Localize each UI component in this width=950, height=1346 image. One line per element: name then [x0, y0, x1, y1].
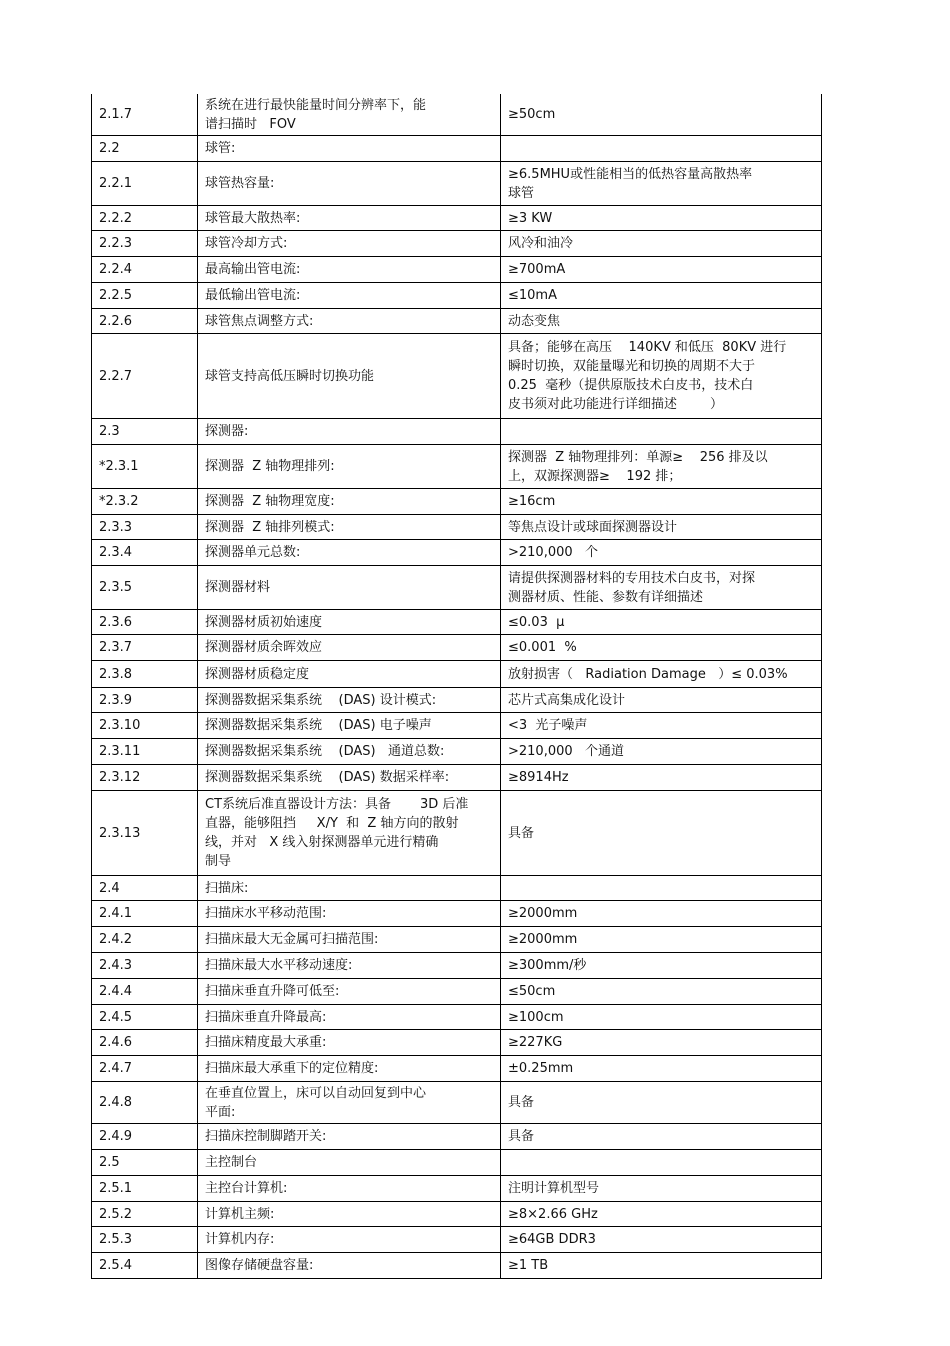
item-number: *2.3.2	[92, 489, 198, 515]
table-row	[92, 876, 822, 901]
item-name: 探测器材质稳定度	[198, 661, 501, 688]
item-number: 2.5.1	[92, 1176, 198, 1202]
table-row	[92, 540, 822, 566]
item-number: 2.4.9	[92, 1124, 198, 1150]
item-number: 2.5	[92, 1150, 198, 1176]
item-name: 球管冷却方式:	[198, 231, 501, 257]
item-name: 探测器材料	[198, 566, 501, 610]
table-row	[92, 739, 822, 765]
item-requirement: ≥2000mm	[501, 927, 822, 953]
table-row	[92, 1150, 822, 1176]
item-requirement: ≥8914Hz	[501, 765, 822, 791]
table-row	[92, 610, 822, 635]
item-number: 2.3.13	[92, 791, 198, 876]
item-requirement: ≥227KG	[501, 1030, 822, 1056]
item-name: 球管最大散热率:	[198, 206, 501, 231]
item-number: 2.3.12	[92, 765, 198, 791]
table-row	[92, 791, 822, 876]
item-requirement: ≥64GB DDR3	[501, 1227, 822, 1253]
table-row	[92, 688, 822, 713]
item-number: *2.3.1	[92, 445, 198, 489]
item-requirement: >210,000 个	[501, 540, 822, 566]
item-name: 在垂直位置上，床可以自动回复到中心 平面:	[198, 1082, 501, 1124]
item-requirement: ≤0.03 μ	[501, 610, 822, 635]
table-row	[92, 257, 822, 283]
item-number: 2.5.4	[92, 1253, 198, 1279]
table-row	[92, 566, 822, 610]
item-name: 探测器 Z 轴排列模式:	[198, 515, 501, 540]
item-number: 2.3.11	[92, 739, 198, 765]
item-number: 2.4.6	[92, 1030, 198, 1056]
item-name: 球管:	[198, 136, 501, 162]
item-name: 探测器数据采集系统 (DAS) 设计模式:	[198, 688, 501, 713]
item-requirement: 具备	[501, 1124, 822, 1150]
item-requirement: ≤10mA	[501, 283, 822, 309]
item-requirement: <3 光子噪声	[501, 713, 822, 739]
spec-table-body	[92, 94, 822, 1279]
item-number: 2.2.4	[92, 257, 198, 283]
table-row	[92, 635, 822, 661]
item-requirement	[501, 419, 822, 445]
table-row	[92, 1176, 822, 1202]
item-name: 球管焦点调整方式:	[198, 309, 501, 334]
item-number: 2.3.10	[92, 713, 198, 739]
table-row	[92, 1082, 822, 1124]
item-requirement: 探测器 Z 轴物理排列：单源≥ 256 排及以 上，双源探测器≥ 192 排；	[501, 445, 822, 489]
item-number: 2.5.2	[92, 1202, 198, 1227]
item-requirement: ±0.25mm	[501, 1056, 822, 1082]
item-name: 球管热容量:	[198, 162, 501, 206]
item-number: 2.3.5	[92, 566, 198, 610]
item-requirement: ≥50cm	[501, 94, 822, 136]
item-number: 2.4	[92, 876, 198, 901]
item-number: 2.4.2	[92, 927, 198, 953]
table-row	[92, 445, 822, 489]
item-number: 2.4.4	[92, 979, 198, 1005]
item-requirement: 具备；能够在高压 140KV 和低压 80KV 进行 瞬时切换，双能量曝光和切换的周期不大于 0.25 毫秒（提供原版技术白皮书，技术白 皮书须对此功能进行详细描述 ）	[501, 334, 822, 419]
item-name: 扫描床垂直升降最高:	[198, 1005, 501, 1030]
item-name: 扫描床最大无金属可扫描范围:	[198, 927, 501, 953]
table-row	[92, 94, 822, 136]
table-row	[92, 309, 822, 334]
item-requirement: 风冷和油冷	[501, 231, 822, 257]
item-requirement: 芯片式高集成化设计	[501, 688, 822, 713]
item-requirement: ≤0.001 %	[501, 635, 822, 661]
item-requirement: ≥700mA	[501, 257, 822, 283]
item-requirement: 请提供探测器材料的专用技术白皮书，对探 测器材质、性能、参数有详细描述	[501, 566, 822, 610]
item-name: 探测器:	[198, 419, 501, 445]
table-row	[92, 419, 822, 445]
item-number: 2.3	[92, 419, 198, 445]
item-name: 最高输出管电流:	[198, 257, 501, 283]
table-row	[92, 136, 822, 162]
table-row	[92, 231, 822, 257]
table-row	[92, 1253, 822, 1279]
item-number: 2.3.3	[92, 515, 198, 540]
spec-table	[91, 94, 822, 1279]
table-row	[92, 1227, 822, 1253]
item-requirement: ≥8×2.66 GHz	[501, 1202, 822, 1227]
item-name: 扫描床最大承重下的定位精度:	[198, 1056, 501, 1082]
item-number: 2.2.6	[92, 309, 198, 334]
item-number: 2.1.7	[92, 94, 198, 136]
item-requirement: ≥6.5MHU或性能相当的低热容量高散热率 球管	[501, 162, 822, 206]
table-row	[92, 765, 822, 791]
item-name: 扫描床水平移动范围:	[198, 901, 501, 927]
item-requirement: 具备	[501, 1082, 822, 1124]
item-name: 球管支持高低压瞬时切换功能	[198, 334, 501, 419]
item-requirement	[501, 876, 822, 901]
item-requirement: >210,000 个通道	[501, 739, 822, 765]
item-number: 2.5.3	[92, 1227, 198, 1253]
item-requirement: ≥16cm	[501, 489, 822, 515]
table-row	[92, 1124, 822, 1150]
item-number: 2.4.5	[92, 1005, 198, 1030]
item-name: 探测器材质初始速度	[198, 610, 501, 635]
item-name: 图像存储硬盘容量:	[198, 1253, 501, 1279]
item-requirement	[501, 136, 822, 162]
item-number: 2.2.1	[92, 162, 198, 206]
item-requirement: 等焦点设计或球面探测器设计	[501, 515, 822, 540]
item-name: 主控制台	[198, 1150, 501, 1176]
item-name: 计算机主频:	[198, 1202, 501, 1227]
item-name: 探测器数据采集系统 (DAS) 通道总数:	[198, 739, 501, 765]
item-name: 扫描床:	[198, 876, 501, 901]
table-row	[92, 515, 822, 540]
item-requirement: 动态变焦	[501, 309, 822, 334]
item-requirement: 注明计算机型号	[501, 1176, 822, 1202]
item-name: 计算机内存:	[198, 1227, 501, 1253]
item-requirement: ≥300mm/秒	[501, 953, 822, 979]
item-number: 2.3.9	[92, 688, 198, 713]
item-name: 扫描床精度最大承重:	[198, 1030, 501, 1056]
item-name: 探测器材质余晖效应	[198, 635, 501, 661]
item-requirement: 具备	[501, 791, 822, 876]
item-name: 最低输出管电流:	[198, 283, 501, 309]
table-row	[92, 1005, 822, 1030]
table-row	[92, 334, 822, 419]
item-name: 探测器单元总数:	[198, 540, 501, 566]
item-number: 2.2	[92, 136, 198, 162]
item-requirement: ≥1 TB	[501, 1253, 822, 1279]
table-row	[92, 283, 822, 309]
item-requirement: 放射损害（ Radiation Damage ）≤ 0.03%	[501, 661, 822, 688]
table-row	[92, 162, 822, 206]
item-number: 2.2.7	[92, 334, 198, 419]
table-row	[92, 979, 822, 1005]
table-row	[92, 1056, 822, 1082]
item-name: CT系统后准直器设计方法：具备 3D 后准 直器，能够阻挡 X/Y 和 Z 轴方向的散射 线，并对 X 线入射探测器单元进行精确 制导	[198, 791, 501, 876]
item-name: 探测器数据采集系统 (DAS) 电子噪声	[198, 713, 501, 739]
item-requirement: ≤50cm	[501, 979, 822, 1005]
item-name: 系统在进行最快能量时间分辨率下，能 谱扫描时 FOV	[198, 94, 501, 136]
item-number: 2.2.3	[92, 231, 198, 257]
table-row	[92, 206, 822, 231]
item-number: 2.2.5	[92, 283, 198, 309]
item-requirement	[501, 1150, 822, 1176]
table-row	[92, 927, 822, 953]
table-row	[92, 901, 822, 927]
item-number: 2.4.3	[92, 953, 198, 979]
item-number: 2.3.6	[92, 610, 198, 635]
item-name: 主控台计算机:	[198, 1176, 501, 1202]
item-number: 2.3.4	[92, 540, 198, 566]
table-row	[92, 713, 822, 739]
item-number: 2.3.7	[92, 635, 198, 661]
table-row	[92, 1202, 822, 1227]
item-name: 扫描床控制脚踏开关:	[198, 1124, 501, 1150]
item-number: 2.3.8	[92, 661, 198, 688]
item-number: 2.4.1	[92, 901, 198, 927]
item-name: 扫描床最大水平移动速度:	[198, 953, 501, 979]
item-number: 2.2.2	[92, 206, 198, 231]
table-row	[92, 953, 822, 979]
item-name: 扫描床垂直升降可低至:	[198, 979, 501, 1005]
item-name: 探测器 Z 轴物理排列:	[198, 445, 501, 489]
item-number: 2.4.8	[92, 1082, 198, 1124]
item-requirement: ≥2000mm	[501, 901, 822, 927]
item-name: 探测器数据采集系统 (DAS) 数据采样率:	[198, 765, 501, 791]
item-name: 探测器 Z 轴物理宽度:	[198, 489, 501, 515]
item-number: 2.4.7	[92, 1056, 198, 1082]
item-requirement: ≥3 KW	[501, 206, 822, 231]
table-row	[92, 489, 822, 515]
item-requirement: ≥100cm	[501, 1005, 822, 1030]
table-row	[92, 661, 822, 688]
table-row	[92, 1030, 822, 1056]
